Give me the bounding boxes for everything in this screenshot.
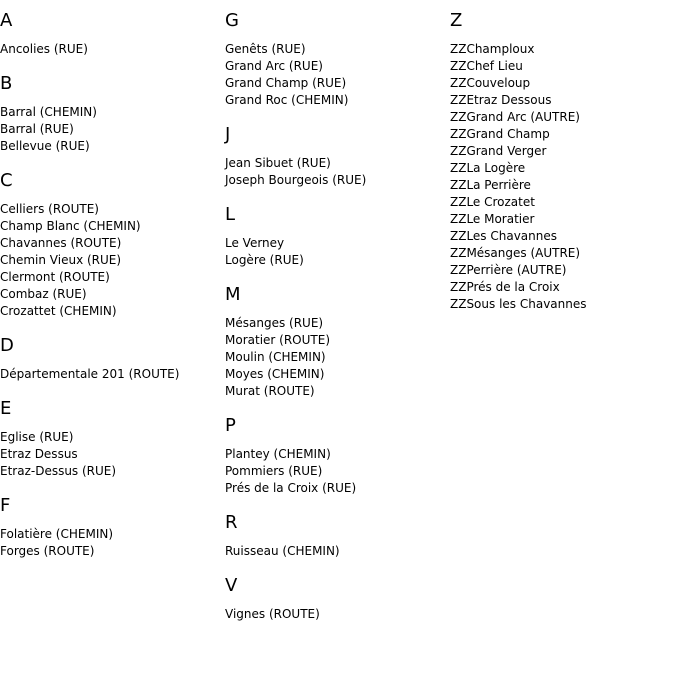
- street-item: Barral (RUE): [0, 122, 74, 136]
- letter-group-f: [0, 495, 220, 560]
- street-item: Combaz (RUE): [0, 287, 87, 301]
- street-item: Moyes (CHEMIN): [225, 367, 325, 381]
- street-item: Chemin Vieux (RUE): [0, 253, 122, 267]
- street-item: Départementale 201 (ROUTE): [0, 367, 180, 381]
- street-list: [225, 235, 445, 269]
- letter-group-d: [0, 335, 220, 383]
- street-item: Folatière (CHEMIN): [0, 527, 114, 541]
- street-index-column-1: [0, 10, 220, 575]
- street-item: ZZGrand Verger: [450, 144, 547, 158]
- letter-heading: P: [225, 415, 236, 436]
- street-item: Etraz-Dessus (RUE): [0, 464, 117, 478]
- street-item: Chavannes (ROUTE): [0, 236, 122, 250]
- letter-heading: V: [225, 575, 238, 596]
- letter-group-j: [225, 124, 445, 189]
- street-item: Ancolies (RUE): [0, 42, 88, 56]
- letter-heading: G: [225, 10, 239, 31]
- street-item: Moulin (CHEMIN): [225, 350, 326, 364]
- street-list: [0, 41, 220, 58]
- street-list: [225, 155, 445, 189]
- street-item: ZZGrand Champ: [450, 127, 550, 141]
- street-item: Bellevue (RUE): [0, 139, 90, 153]
- letter-group-e: [0, 398, 220, 480]
- street-item: Champ Blanc (CHEMIN): [0, 219, 141, 233]
- street-item: ZZLa Perrière: [450, 178, 531, 192]
- letter-heading: J: [225, 124, 231, 145]
- street-item: ZZGrand Arc (AUTRE): [450, 110, 580, 124]
- letter-group-g: [225, 10, 445, 109]
- street-index-column-3: [450, 10, 670, 328]
- street-item: Pommiers (RUE): [225, 464, 323, 478]
- letter-heading: C: [0, 170, 13, 191]
- street-item: ZZPrés de la Croix: [450, 280, 560, 294]
- street-item: Barral (CHEMIN): [0, 105, 97, 119]
- street-item: Moratier (ROUTE): [225, 333, 330, 347]
- street-list: [0, 526, 220, 560]
- street-list: [225, 315, 445, 400]
- letter-heading: R: [225, 512, 238, 533]
- street-list: [225, 446, 445, 497]
- street-item: Ruisseau (CHEMIN): [225, 544, 340, 558]
- street-item: Vignes (ROUTE): [225, 607, 320, 621]
- street-item: ZZCouveloup: [450, 76, 531, 90]
- street-item: Grand Champ (RUE): [225, 76, 347, 90]
- street-list: [225, 41, 445, 109]
- street-item: ZZPerrière (AUTRE): [450, 263, 567, 277]
- street-list: [225, 543, 445, 560]
- letter-group-z: [450, 10, 670, 313]
- street-item: Prés de la Croix (RUE): [225, 481, 357, 495]
- letter-group-l: [225, 204, 445, 269]
- street-item: Crozattet (CHEMIN): [0, 304, 117, 318]
- street-item: Clermont (ROUTE): [0, 270, 110, 284]
- street-item: Murat (ROUTE): [225, 384, 315, 398]
- street-item: ZZLes Chavannes: [450, 229, 558, 243]
- street-item: ZZEtraz Dessous: [450, 93, 552, 107]
- street-item: Le Verney: [225, 236, 285, 250]
- letter-group-r: [225, 512, 445, 560]
- street-item: Grand Arc (RUE): [225, 59, 323, 73]
- street-item: Forges (ROUTE): [0, 544, 95, 558]
- street-list: [0, 104, 220, 155]
- letter-heading: B: [0, 73, 13, 94]
- street-item: ZZLa Logère: [450, 161, 526, 175]
- letter-heading: A: [0, 10, 13, 31]
- street-index-column-2: [225, 10, 445, 638]
- street-item: ZZChef Lieu: [450, 59, 523, 73]
- letter-heading: E: [0, 398, 12, 419]
- letter-heading: D: [0, 335, 14, 356]
- street-item: ZZChamploux: [450, 42, 535, 56]
- letter-group-p: [225, 415, 445, 497]
- letter-group-b: [0, 73, 220, 155]
- street-list: [450, 41, 670, 313]
- street-item: Mésanges (RUE): [225, 316, 324, 330]
- street-item: Genêts (RUE): [225, 42, 306, 56]
- letter-heading: F: [0, 495, 11, 516]
- street-item: Celliers (ROUTE): [0, 202, 99, 216]
- street-list: [0, 366, 220, 383]
- street-item: ZZLe Moratier: [450, 212, 535, 226]
- letter-group-c: [0, 170, 220, 320]
- street-list: [0, 429, 220, 480]
- letter-heading: L: [225, 204, 236, 225]
- street-item: Etraz Dessus: [0, 447, 78, 461]
- street-item: ZZMésanges (AUTRE): [450, 246, 581, 260]
- street-item: ZZLe Crozatet: [450, 195, 535, 209]
- street-item: ZZSous les Chavannes: [450, 297, 587, 311]
- letter-group-m: [225, 284, 445, 400]
- street-item: Logère (RUE): [225, 253, 304, 267]
- letter-heading: M: [225, 284, 241, 305]
- street-item: Plantey (CHEMIN): [225, 447, 331, 461]
- street-item: Joseph Bourgeois (RUE): [225, 173, 367, 187]
- street-list: [225, 606, 445, 623]
- letter-group-a: [0, 10, 220, 58]
- street-item: Grand Roc (CHEMIN): [225, 93, 349, 107]
- letter-group-v: [225, 575, 445, 623]
- street-list: [0, 201, 220, 320]
- street-item: Jean Sibuet (RUE): [225, 156, 331, 170]
- street-item: Eglise (RUE): [0, 430, 74, 444]
- letter-heading: Z: [450, 10, 463, 31]
